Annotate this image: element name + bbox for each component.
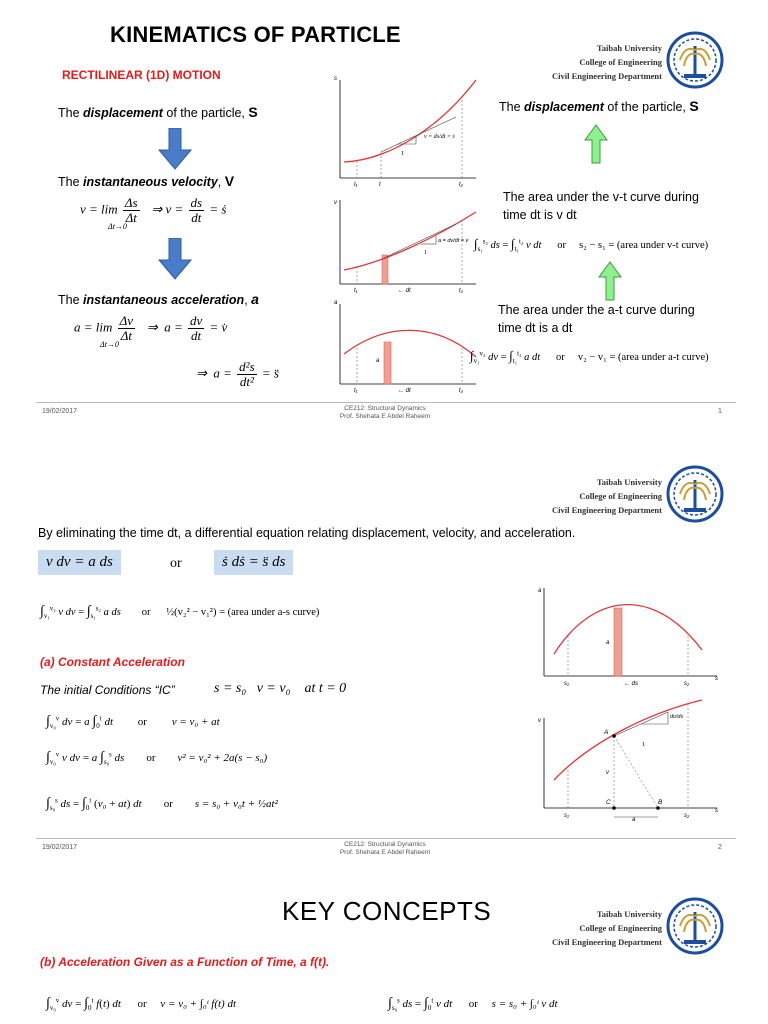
svg-text:← ds: ← ds xyxy=(624,681,639,687)
velocity-integral-equation: $\int_{v_1}^{v_2}$ dv = $\int_{t_1}^{t_2}$ a dt or v₂ − v₁ = (area under a-t curve) xyxy=(470,348,709,366)
university-header: Taibah University College of Engineering Civil Engineering Department xyxy=(551,43,662,81)
displacement-label: The displacement of the particle, S xyxy=(58,104,258,120)
svg-text:1: 1 xyxy=(642,741,646,748)
svg-text:t: t xyxy=(379,182,381,188)
area-vt-description: The area under the v-t curve during time dt is v dt xyxy=(503,190,699,222)
footer-date: 19/02/2017 xyxy=(42,844,78,851)
svg-text:dv/ds: dv/ds xyxy=(670,714,684,720)
a-s-and-v-s-graphs xyxy=(532,584,722,824)
svg-text:a: a xyxy=(538,588,542,594)
footer-page-number: 2 xyxy=(718,844,722,851)
svg-text:t₂: t₂ xyxy=(459,182,463,188)
time-function-eq-velocity: $\int_{v_0}^v$ dv = $\int_0^t$ f(t) dt or v = v₀ + ∫₀ᵗ f(t) dt xyxy=(46,996,237,1013)
work-integral-equation: $\int_{v_1}^{v_2}$ v dv = $\int_{s_1}^{s_2}$ a ds or ½(v₂² − v₁²) = (area under a-s curve) xyxy=(40,604,320,621)
svg-text:t₁: t₁ xyxy=(354,182,358,188)
svg-text:s₂: s₂ xyxy=(684,681,690,687)
svg-text:← dt: ← dt xyxy=(398,388,411,394)
svg-text:← dt: ← dt xyxy=(398,288,411,294)
svg-text:v: v xyxy=(538,718,541,724)
heading-constant-acceleration: (a) Constant Acceleration xyxy=(40,655,185,669)
heading-acceleration-function-of-time: (b) Acceleration Given as a Function of Time, a f(t). xyxy=(40,955,330,969)
equation-box-sds: ṡ dṡ = s̈ ds xyxy=(214,550,293,575)
university-logo xyxy=(666,896,724,956)
svg-text:1: 1 xyxy=(424,250,427,256)
slide1-subtitle: RECTILINEAR (1D) MOTION xyxy=(62,68,221,82)
acceleration-equation: a = lim $\frac{\Delta v}{\Delta t}$ ⇒ a = $\frac{dv}{dt}$ = v̇ Δt→0 xyxy=(74,313,228,349)
kinematic-graphs xyxy=(326,72,486,402)
university-logo xyxy=(666,464,724,524)
svg-text:a = dv/dt = v̇: a = dv/dt = v̇ xyxy=(438,238,469,244)
svg-text:s₁: s₁ xyxy=(564,813,569,819)
equation-box-vdv: v dv = a ds xyxy=(38,550,121,575)
acceleration-label: The instantaneous acceleration, a xyxy=(58,291,259,307)
acceleration-second-derivative: ⇒ a = $\frac{\text{d²s}}{\text{dt²}}$ = s̈ xyxy=(196,359,279,389)
svg-text:B: B xyxy=(658,799,663,806)
svg-text:a: a xyxy=(376,358,380,364)
slide3-title: KEY CONCEPTS xyxy=(282,896,492,926)
svg-text:v: v xyxy=(606,770,609,776)
constant-acc-eq2: $\int_{v_0}^v$ v dv = a $\int_{s_0}^s$ ds or v² = v₀² + 2a(s − s₀) xyxy=(46,750,268,767)
box-or: or xyxy=(170,556,182,571)
footer-date: 19/02/2017 xyxy=(42,408,78,415)
svg-text:s: s xyxy=(715,808,718,814)
up-arrow-icon xyxy=(584,124,608,164)
footer-course: CE212: Structural Dynamics Prof. Shehata E Abdel Raheem xyxy=(339,841,431,856)
constant-acc-eq3: $\int_{s_0}^s$ ds = $\int_0^t$ (v₀ + at) dt or s = s₀ + v₀t + ½at² xyxy=(46,796,278,813)
svg-text:s: s xyxy=(334,76,337,82)
svg-text:s: s xyxy=(715,676,718,682)
svg-text:a: a xyxy=(632,817,636,823)
svg-text:C: C xyxy=(606,799,611,806)
down-arrow-icon xyxy=(158,128,192,170)
svg-text:t₂: t₂ xyxy=(459,288,463,294)
svg-text:v: v xyxy=(334,200,337,206)
university-header: Taibah University College of Engineering Civil Engineering Department xyxy=(551,909,662,947)
university-header: Taibah University College of Engineering Civil Engineering Department xyxy=(551,477,662,515)
svg-text:t₂: t₂ xyxy=(459,388,463,394)
velocity-label: The instantaneous velocity, V xyxy=(58,173,235,189)
svg-text:a: a xyxy=(334,300,338,306)
university-logo xyxy=(666,30,724,90)
right-displacement-label: The displacement of the particle, S xyxy=(499,98,699,114)
time-function-eq-displacement: $\int_{s_0}^s$ ds = $\int_0^t$ v dt or s = s₀ + ∫₀ᵗ v dt xyxy=(388,996,558,1013)
area-at-description: The area under the a-t curve during time dt is a dt xyxy=(498,303,695,335)
svg-text:A: A xyxy=(604,729,609,736)
svg-text:s₁: s₁ xyxy=(564,681,569,687)
initial-conditions-equation: s = s₀ v = v₀ at t = 0 xyxy=(214,681,347,696)
svg-text:1: 1 xyxy=(401,151,404,157)
svg-text:a: a xyxy=(606,640,610,646)
up-arrow-icon xyxy=(598,261,622,301)
slide1-title: KINEMATICS OF PARTICLE xyxy=(110,22,401,47)
constant-acc-eq1: $\int_{v_0}^v$ dv = a $\int_0^t$ dt or v = v₀ + at xyxy=(46,714,220,731)
displacement-integral-equation: $\int_{s_1}^{s_2}$ ds = $\int_{t_1}^{t_2}$ v dt or s₂ − s₁ = (area under v-t curve) xyxy=(474,236,709,254)
slide2-intro: By eliminating the time dt, a differential equation relating displacement, velocity, and acceleration. xyxy=(38,526,576,540)
down-arrow-icon xyxy=(158,238,192,280)
footer-divider xyxy=(36,838,736,839)
initial-conditions-label: The initial Conditions “IC” xyxy=(40,683,175,697)
velocity-equation: v = lim $\frac{\Delta s}{\Delta t}$ ⇒ v = $\frac{ds}{dt}$ = ṡ Δt→0 xyxy=(80,195,227,231)
svg-text:s₂: s₂ xyxy=(684,813,690,819)
svg-text:v = ds/dt = ṡ: v = ds/dt = ṡ xyxy=(424,134,455,140)
footer-course: CE212: Structural Dynamics Prof. Shehata E Abdel Raheem xyxy=(339,405,431,420)
svg-text:t₁: t₁ xyxy=(354,288,358,294)
footer-divider xyxy=(36,402,736,403)
footer-page-number: 1 xyxy=(718,408,722,415)
svg-text:t₁: t₁ xyxy=(354,388,358,394)
